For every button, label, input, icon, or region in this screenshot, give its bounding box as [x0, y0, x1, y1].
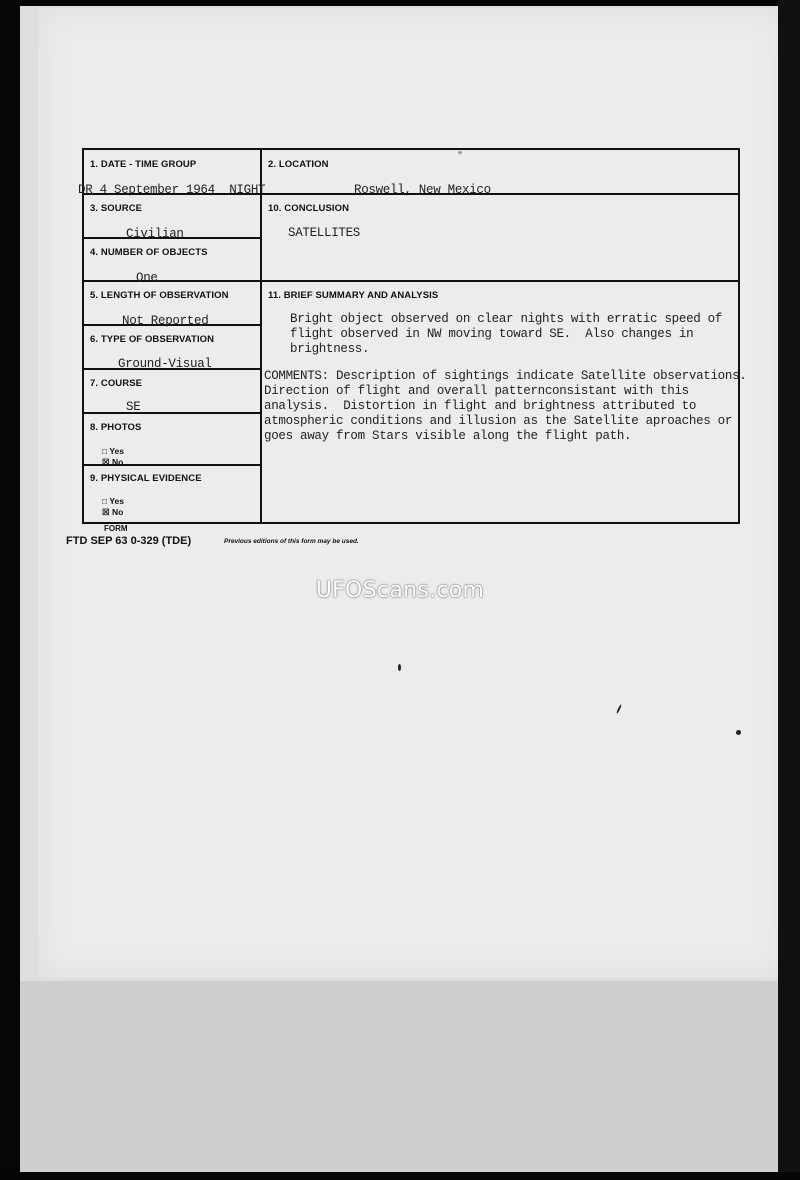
type-of-observation-value: Ground-Visual — [118, 357, 212, 371]
source-value: Civilian — [126, 227, 184, 241]
number-of-objects-label: 4. NUMBER OF OBJECTS — [90, 247, 208, 258]
scan-speck — [398, 664, 401, 671]
type-of-observation-label: 6. TYPE OF OBSERVATION — [90, 334, 215, 345]
sheet-lower-margin — [20, 981, 778, 1172]
comments-line-3: analysis. Distortion in flight and brightness attributed to — [264, 399, 697, 413]
right-divider-2 — [260, 280, 738, 282]
scan-speck — [616, 704, 622, 714]
comments-line-4: atmospheric conditions and illusion as the Satellite aproaches or — [264, 414, 733, 428]
source-label: 3. SOURCE — [90, 203, 143, 214]
scan-border-right — [778, 0, 800, 1180]
form-page — [38, 8, 786, 978]
watermark: UFOScans.com — [315, 578, 485, 603]
summary-line-2: flight observed in NW moving toward SE. Also changes in — [290, 327, 694, 341]
checkbox-empty-icon: □ — [102, 496, 108, 506]
date-time-group-value: DR 4 September 1964 NIGHT — [78, 183, 266, 197]
location-value: Roswell, New Mexico — [354, 183, 491, 197]
course-value: SE — [126, 400, 141, 414]
conclusion-label: 10. CONCLUSION — [268, 203, 350, 214]
evidence-yes-option — [102, 496, 124, 506]
left-divider-3 — [84, 280, 262, 282]
photos-no-option — [102, 457, 123, 468]
comments-line-2: Direction of flight and overall patternconsistant with this — [264, 384, 689, 398]
summary-line-1: Bright object observed on clear nights with erratic speed of — [290, 312, 723, 326]
conclusion-value: SATELLITES — [288, 226, 361, 240]
summary-line-3: brightness. — [290, 342, 370, 356]
scan-border-bottom — [0, 1172, 800, 1180]
comments-line-1: COMMENTS: Description of sightings indicate Satellite observations. — [264, 369, 747, 383]
date-time-group-label: 1. DATE - TIME GROUP — [90, 159, 197, 170]
number-of-objects-value: One — [136, 271, 158, 285]
photos-yes-option — [102, 446, 124, 456]
project-card-form — [78, 148, 747, 524]
location-label: 2. LOCATION — [268, 159, 329, 170]
checkbox-checked-icon: ☒ — [102, 507, 110, 517]
checkbox-empty-icon: □ — [102, 446, 108, 456]
evidence-no-option — [102, 507, 123, 518]
evidence-no-label: No — [112, 507, 124, 517]
physical-evidence-label: 9. PHYSICAL EVIDENCE — [90, 473, 202, 484]
previous-editions-note: Previous editions of this form may be used. — [224, 538, 359, 545]
scan-speck — [736, 730, 741, 735]
photos-label: 8. PHOTOS — [90, 422, 142, 433]
comments-line-5: goes away from Stars visible along the flight path. — [264, 429, 632, 443]
length-of-observation-label: 5. LENGTH OF OBSERVATION — [90, 290, 229, 301]
form-identifier: FTD SEP 63 0-329 (TDE) — [66, 535, 192, 547]
brief-summary-label: 11. BRIEF SUMMARY AND ANALYSIS — [268, 290, 439, 301]
scan-speck — [458, 151, 462, 154]
form-word: FORM — [104, 524, 128, 533]
photos-yes-label: Yes — [109, 446, 125, 456]
checkbox-checked-icon: ☒ — [102, 457, 110, 467]
course-label: 7. COURSE — [90, 378, 143, 389]
column-divider — [260, 150, 262, 522]
evidence-yes-label: Yes — [109, 496, 125, 506]
left-divider-6 — [84, 412, 262, 414]
photos-no-label: No — [112, 457, 124, 467]
length-of-observation-value: Not Reported — [122, 314, 209, 328]
right-divider-1 — [260, 193, 738, 195]
